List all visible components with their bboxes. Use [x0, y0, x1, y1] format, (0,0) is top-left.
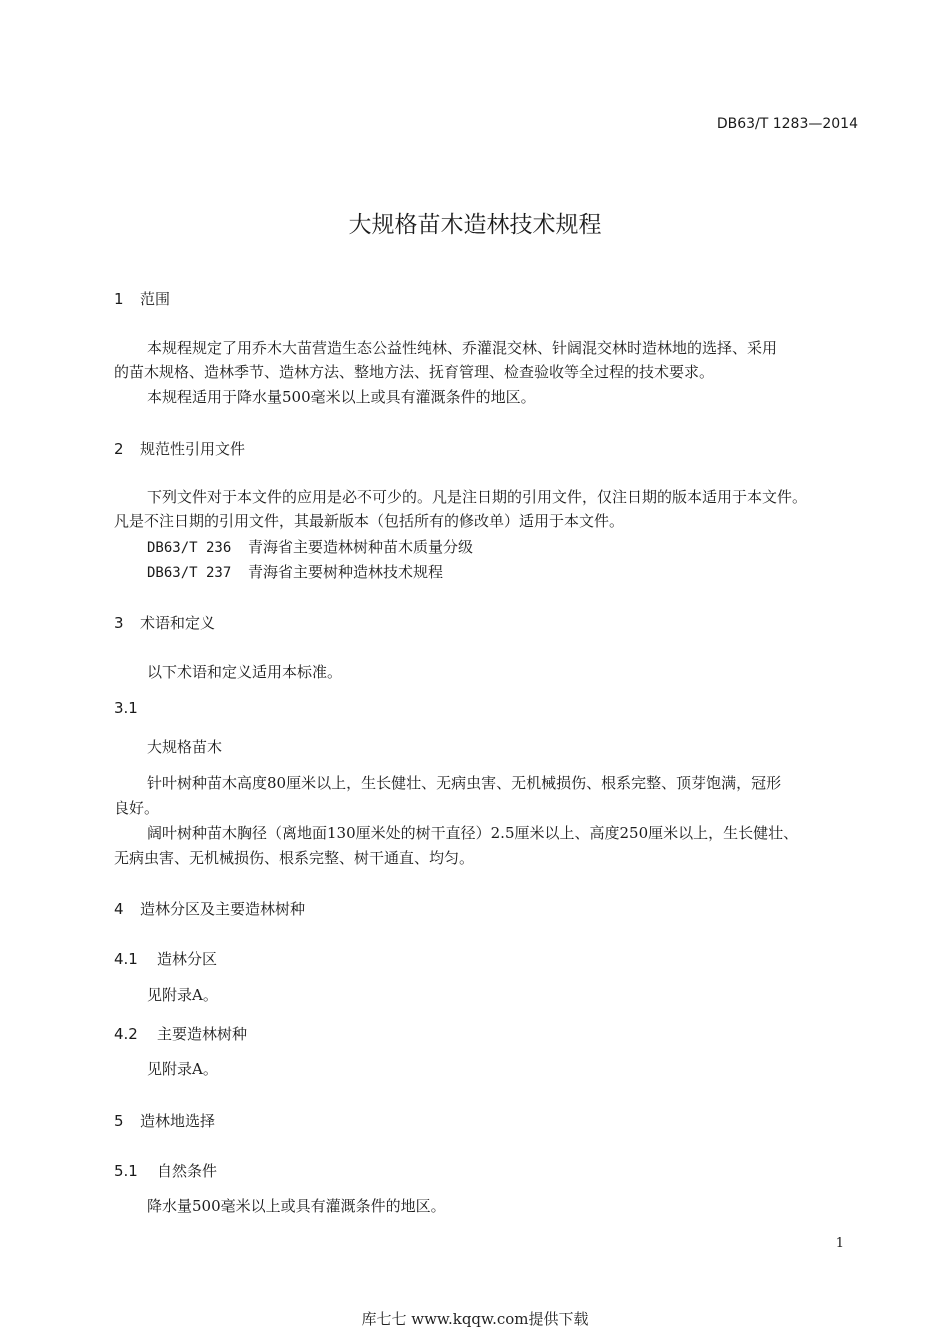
- term-definition-1-line-1: 针叶树种苗木高度80厘米以上，生长健壮、无病虫害、无机械损伤、根系完整、顶芽饱满，冠形: [147, 774, 782, 792]
- section-5-heading: [114, 1110, 215, 1131]
- term-definition-2-line-1: 阔叶树种苗木胸径（离地面130厘米处的树干直径）2.5厘米以上、高度250厘米以上，生长健壮、: [147, 824, 799, 842]
- section-title: 规范性引用文件: [140, 440, 246, 458]
- term-definition-2-line-2: 无病虫害、无机械损伤、根系完整、树干通直、均匀。: [114, 849, 475, 867]
- subsection-4-1-text: 见附录A。: [147, 986, 218, 1004]
- subsection-number: 4.2: [114, 1025, 138, 1043]
- section-number: 4: [114, 900, 124, 918]
- section-3-heading: [114, 612, 215, 633]
- section-title: 造林地选择: [140, 1112, 216, 1130]
- reference-name: 青海省主要树种造林技术规程: [248, 563, 444, 581]
- section-1-heading: [114, 288, 170, 309]
- reference-code: DB63/T 237: [147, 565, 232, 581]
- reference-name: 青海省主要造林树种苗木质量分级: [248, 538, 474, 556]
- section-2-heading: [114, 438, 245, 459]
- section-1-para-1-line-1: 本规程规定了用乔木大苗营造生态公益性纯林、乔灌混交林、针阔混交林时造林地的选择、采用: [147, 339, 778, 357]
- subsection-4-1-heading: [114, 948, 217, 969]
- section-number: 1: [114, 290, 124, 308]
- section-1-para-2: 本规程适用于降水量500毫米以上或具有灌溉条件的地区。: [147, 388, 536, 406]
- section-4-heading: [114, 898, 305, 919]
- section-title: 范围: [140, 290, 171, 308]
- section-number: 2: [114, 440, 124, 458]
- section-title: 造林分区及主要造林树种: [140, 900, 306, 918]
- subsection-5-1-text: 降水量500毫米以上或具有灌溉条件的地区。: [147, 1197, 446, 1215]
- document-title: 大规格苗木造林技术规程: [348, 212, 602, 238]
- section-number: 3: [114, 614, 124, 632]
- reference-code: DB63/T 236: [147, 540, 232, 556]
- subsection-title: 造林分区: [157, 950, 218, 968]
- section-number: 5: [114, 1112, 124, 1130]
- subsection-4-2-text: 见附录A。: [147, 1060, 218, 1078]
- subsection-title: 自然条件: [157, 1162, 218, 1180]
- section-3-intro: 以下术语和定义适用本标准。: [147, 663, 343, 681]
- subsection-4-2-heading: [114, 1023, 247, 1044]
- download-watermark: 库七七 www.kqqw.com提供下载: [361, 1310, 589, 1328]
- subsection-title: 主要造林树种: [157, 1025, 248, 1043]
- subsection-5-1-heading: [114, 1160, 217, 1181]
- standard-code: DB63/T 1283—2014: [716, 116, 858, 132]
- section-1-para-1-line-2: 的苗木规格、造林季节、造林方法、整地方法、抚育管理、检查验收等全过程的技术要求。: [114, 363, 715, 381]
- section-title: 术语和定义: [140, 614, 216, 632]
- reference-item: [147, 536, 473, 557]
- page-number: 1: [835, 1236, 844, 1251]
- subsection-3-1-number: 3.1: [114, 699, 138, 717]
- subsection-number: 4.1: [114, 950, 138, 968]
- section-2-para-1-line-1: 下列文件对于本文件的应用是必不可少的。凡是注日期的引用文件，仅注日期的版本适用于本文件。: [147, 488, 808, 506]
- term-name: 大规格苗木: [147, 738, 223, 756]
- section-2-para-1-line-2: 凡是不注日期的引用文件，其最新版本（包括所有的修改单）适用于本文件。: [114, 512, 625, 530]
- term-definition-1-line-2: 良好。: [114, 799, 160, 817]
- subsection-number: 5.1: [114, 1162, 138, 1180]
- reference-item: [147, 561, 443, 582]
